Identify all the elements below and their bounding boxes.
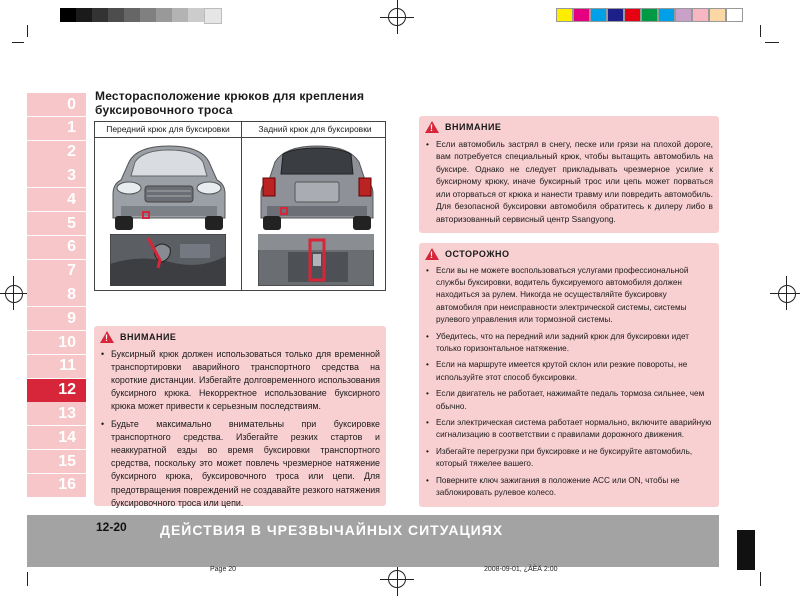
caution-item: • Поверните ключ зажигания в положение ACC или ON, чтобы не заблокировать рулевое колесо. [425, 475, 713, 500]
trim-line [765, 42, 779, 43]
print-date-label: 2008-09-01, ¿ÀÈÄ 2:00 [484, 566, 558, 573]
gray-swatch [124, 8, 140, 22]
gray-swatch [60, 8, 76, 22]
chapter-tab-13[interactable]: 13 [27, 402, 86, 425]
rear-hook-detail-image [258, 234, 374, 286]
front-car-image [107, 140, 231, 232]
color-swatch [692, 8, 709, 22]
front-hook-detail-image [110, 234, 226, 286]
section-title: Месторасположение крюков для крепления буксировочного троса [95, 89, 365, 117]
registration-mark-right [770, 276, 800, 310]
gray-swatch [172, 8, 188, 22]
chapter-tab-1[interactable]: 1 [27, 117, 86, 140]
chapter-tab-5[interactable]: 5 [27, 212, 86, 235]
color-swatch [658, 8, 675, 22]
trim-line [12, 42, 24, 43]
caution-item: • Если двигатель не работает, нажимайте педаль тормоза сильнее, чем обычно. [425, 388, 713, 413]
trim-line [27, 572, 28, 586]
gray-swatch [92, 8, 108, 22]
rear-hook-caption: Задний крюк для буксировки [258, 124, 372, 134]
chapter-tab-4[interactable]: 4 [27, 188, 86, 211]
color-swatch [709, 8, 726, 22]
caution-icon: ! [425, 248, 439, 260]
color-swatch [590, 8, 607, 22]
gray-swatch [140, 8, 156, 22]
chapter-tab-16[interactable]: 16 [27, 474, 86, 497]
chapter-tab-9[interactable]: 9 [27, 307, 86, 330]
registration-mark-top [380, 0, 414, 34]
chapter-tab-14[interactable]: 14 [27, 426, 86, 449]
warning-item: • Будьте максимально внимательны при буксировке транспортного средства. Избегайте резких стартов и неаккуратной езды во время буксировки транспортного средства, поскольку это может повлечь чрезмерное натяжение буксирного крюка, буксировочного троса или цепи. Для предотвращения повреждений не создавайте резкого натяжения буксировочного троса или цепи. [100, 418, 380, 510]
color-swatch [641, 8, 658, 22]
color-swatch [675, 8, 692, 22]
gray-swatch [156, 8, 172, 22]
trim-line [760, 572, 761, 586]
chapter-tab-7[interactable]: 7 [27, 260, 86, 283]
registration-mark-left [0, 276, 30, 310]
tow-hook-photo-table [94, 121, 386, 291]
gray-swatch [108, 8, 124, 22]
warning-box-left [94, 326, 386, 506]
warning-box-right [419, 116, 719, 233]
footer-side-block [737, 530, 755, 570]
front-hook-caption: Передний крюк для буксировки [106, 124, 230, 134]
rear-car-image [255, 140, 379, 232]
trim-line [760, 25, 761, 37]
warning-header: ВНИМАНИЕ [120, 332, 177, 342]
warning-item: • Если автомобиль застрял в снегу, песке или грязи на плохой дороге, вам потребуется специальный крюк, чтобы вытащить автомобиль на буксире. Однако не следует прикладывать чрезмерное усилие к буксирному крюку, иначе буксирный трос или цепь может порваться или оторваться от крюка и нанести травму или повредить автомобиль. Для безопасной буксировки автомобиля обратитесь к дилеру либо в авторизованный сервисный центр Ssangyong. [425, 138, 713, 226]
warning-header: ВНИМАНИЕ [445, 122, 502, 132]
chapter-title: ДЕЙСТВИЯ В ЧРЕЗВЫЧАЙНЫХ СИТУАЦИЯХ [160, 522, 504, 538]
caution-header: ОСТОРОЖНО [445, 249, 510, 259]
color-swatch [573, 8, 590, 22]
chapter-tab-12[interactable]: 12 [27, 379, 86, 402]
chapter-tab-6[interactable]: 6 [27, 236, 86, 259]
warning-icon: ! [100, 331, 114, 343]
caution-item: • Если вы не можете воспользоваться услугами профессиональной службы буксировки, водитель буксируемого автомобиля должен находиться за рулем. Никогда не осуществляйте буксировку автомобиля при неисправности электрической системы, системы рулевого управления или тормозной системы. [425, 265, 713, 327]
registration-mark-bottom [380, 562, 414, 596]
color-swatch [726, 8, 743, 22]
chapter-tab-3[interactable]: 3 [27, 164, 86, 187]
color-swatch [624, 8, 641, 22]
print-page-label: Page 20 [210, 566, 237, 573]
color-swatch [607, 8, 624, 22]
chapter-tab-8[interactable]: 8 [27, 283, 86, 306]
caution-box [419, 243, 719, 507]
chapter-tab-10[interactable]: 10 [27, 331, 86, 354]
caution-item: • Если на маршруте имеется крутой склон или резкие повороты, не используйте этот способ буксировки. [425, 359, 713, 384]
caution-item: • Избегайте перегрузки при буксировке и не буксируйте автомобиль, который тяжелее вашего. [425, 446, 713, 471]
gray-swatch [204, 8, 222, 24]
chapter-tab-0[interactable]: 0 [27, 93, 86, 116]
warning-icon: ! [425, 121, 439, 133]
trim-line [27, 25, 28, 37]
caution-item: • Убедитесь, что на передний или задний крюк для буксировки идет только горизонтальное натяжение. [425, 331, 713, 356]
page-number: 12-20 [96, 520, 127, 534]
chapter-tab-2[interactable]: 2 [27, 141, 86, 164]
gray-swatch [76, 8, 92, 22]
caution-item: • Если электрическая система работает нормально, включите аварийную сигнализацию в соответствии с правилами дорожного движения. [425, 417, 713, 442]
warning-item: • Буксирный крюк должен использоваться только для временной транспортировки аварийного транспортного средства на короткие дистанции. Избегайте долговременного использования буксирного крюка. Некорректное использование буксирного крюка может привести к серьезным последствиям. [100, 348, 380, 414]
chapter-tab-15[interactable]: 15 [27, 450, 86, 473]
gray-swatch [188, 8, 204, 22]
chapter-tab-11[interactable]: 11 [27, 355, 86, 378]
color-swatch [556, 8, 573, 22]
